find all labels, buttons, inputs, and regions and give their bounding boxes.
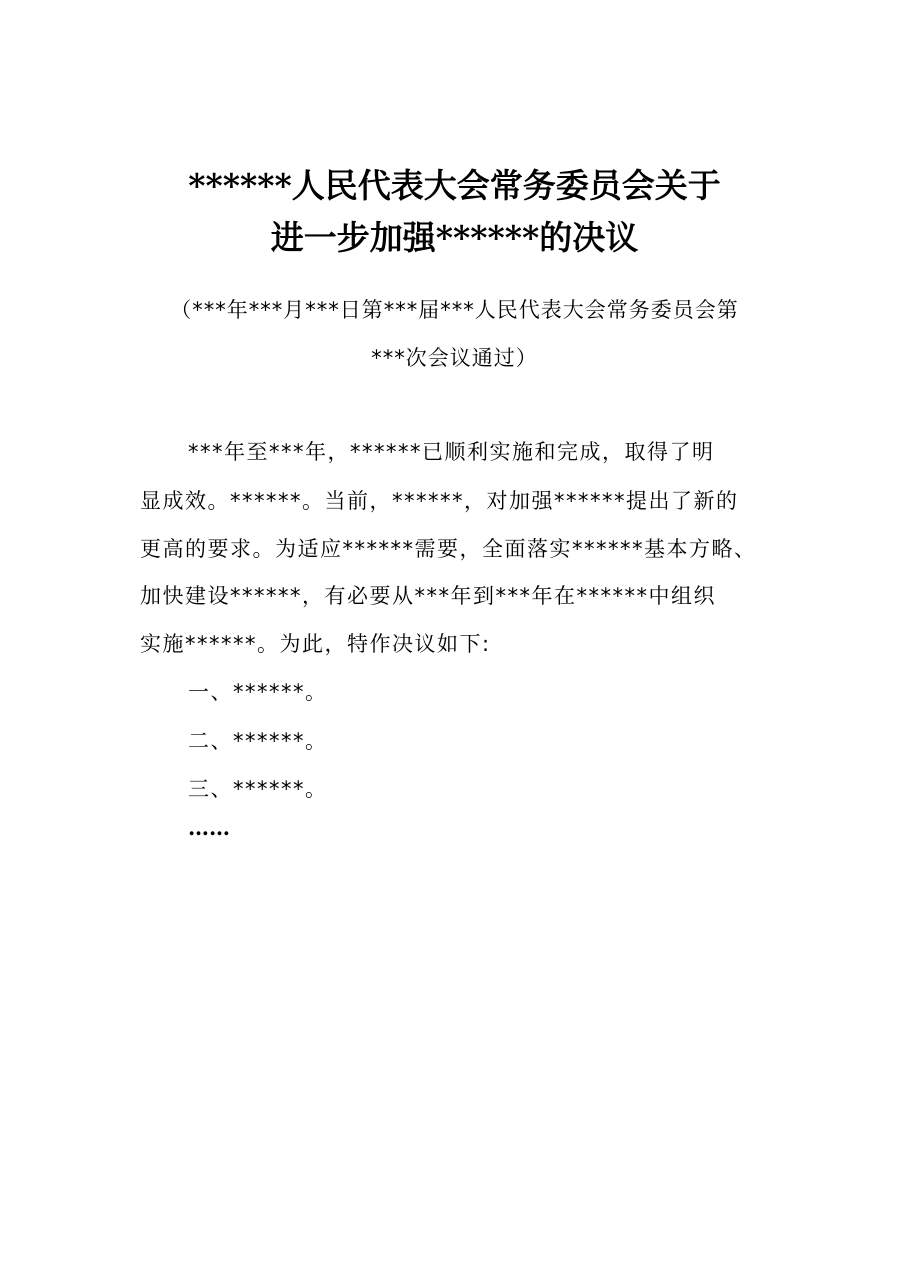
- resolution-item-3: 三、******。: [188, 777, 328, 801]
- adoption-note-line-1: （***年***月***日第***届***人民代表大会常务委员会第: [170, 298, 739, 322]
- document-title-line-1: ******人民代表大会常务委员会关于: [188, 166, 721, 205]
- body-paragraph-line-4: 加快建设******，有必要从***年到***年在******中组织: [140, 584, 716, 608]
- resolution-item-1: 一、******。: [188, 680, 328, 704]
- adoption-note-line-2: ***次会议通过）: [371, 346, 538, 370]
- resolution-item-2: 二、******。: [188, 729, 328, 753]
- continuation-ellipsis: ……: [188, 815, 230, 840]
- body-paragraph-line-2: 显成效。******。当前，******，对加强******提出了新的: [140, 489, 739, 513]
- document-title-line-2: 进一步加强******的决议: [270, 218, 639, 257]
- body-paragraph-line-1: ***年至***年，******已顺利实施和完成，取得了明: [188, 440, 715, 464]
- body-paragraph-line-3: 更高的要求。为适应******需要，全面落实******基本方略、: [140, 537, 757, 561]
- body-paragraph-line-5: 实施******。为此，特作决议如下:: [140, 632, 491, 656]
